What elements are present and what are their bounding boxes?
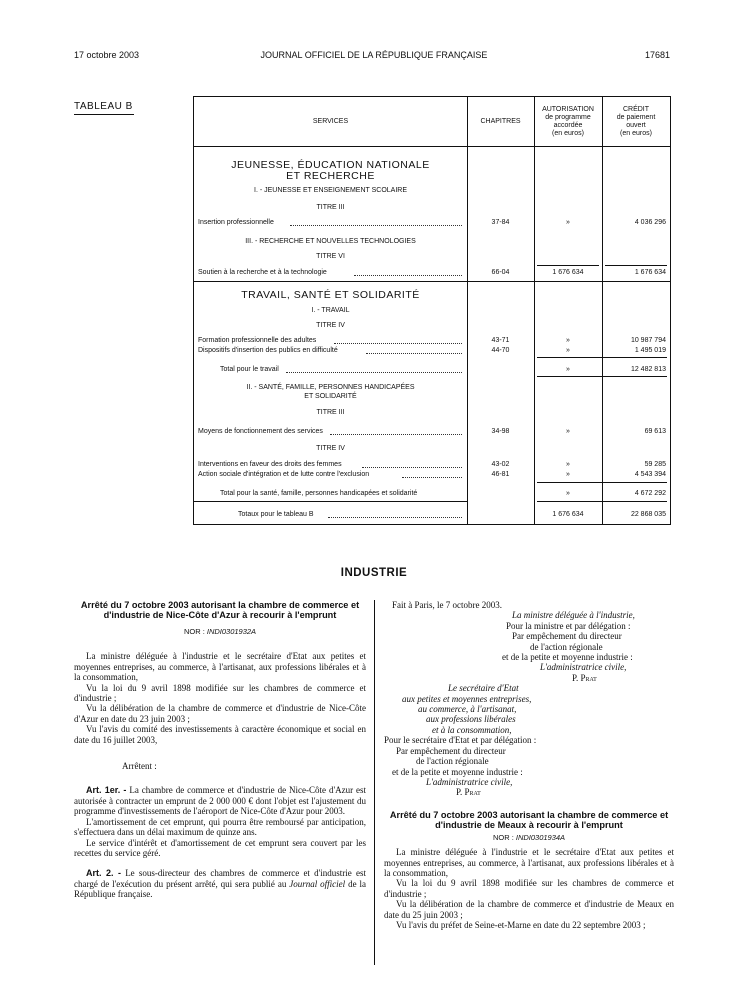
row-chapitre: 43-71 [491, 337, 510, 344]
paragraph: Vu l'avis du préfet de Seine-et-Marne en date du 22 septembre 2003 ; [396, 919, 646, 930]
row-label: Insertion professionnelle [198, 219, 274, 226]
header-journal: JOURNAL OFFICIEL DE LA RÉPUBLIQUE FRANÇAISE [260, 50, 488, 60]
header-chapitres: CHAPITRES [480, 118, 521, 125]
arrete-title: Arrêté du 7 octobre 2003 autorisant la chambre de commerce et d'industrie de Nice-Côte d'Azur à recourir à l'emprunt [80, 600, 360, 620]
signature-line: Pour la ministre et par délégation : [506, 620, 631, 631]
signature-line: aux professions libérales [426, 714, 516, 725]
header-services: SERVICES [312, 118, 349, 125]
signature-line: et à la consommation, [432, 724, 512, 735]
right-column [384, 600, 674, 930]
row-credit: 59 285 [644, 461, 666, 468]
fait-a-paris: Fait à Paris, le 7 octobre 2003. [392, 600, 502, 610]
dot-leader [328, 517, 462, 518]
dot-leader [330, 434, 462, 435]
article-label: Art. 1er. - [86, 785, 127, 796]
row-autorisation: 1 676 634 [552, 269, 584, 276]
paragraph: Vu la délibération de la chambre de commerce et d'industrie de Nice-Côte d'Azur en date du 23 juin 2003 ; [74, 703, 366, 724]
row-label: Formation professionnelle des adultes [198, 337, 317, 344]
left-column [74, 600, 366, 900]
section-title-line: JEUNESSE, ÉDUCATION NATIONALE [231, 159, 430, 171]
row-credit: 1 495 019 [634, 347, 666, 354]
row-autorisation: » [566, 366, 570, 373]
total-line [537, 357, 667, 358]
header-credit [602, 106, 670, 138]
signature-line: de l'action régionale [416, 756, 489, 767]
article-text: La chambre de commerce et d'industrie de Nice-Côte d'Azur est autorisée à contracter un emprunt de 2 000 000 € dont l'objet est l'ajustement du programme d'investissements de l'aéroport de Nice-Côte d'Azur pour 2003. [74, 785, 367, 817]
tableau-underline [74, 114, 134, 115]
row-autorisation: 1 676 634 [552, 511, 584, 518]
row-credit: 69 613 [644, 428, 666, 435]
signature-name: P. Prat [456, 787, 481, 798]
titre-label: TITRE IV [316, 322, 345, 329]
row-label: Total pour la santé, famille, personnes handicapées et solidarité [220, 490, 418, 497]
row-credit: 12 482 813 [630, 366, 666, 373]
row-credit: 1 676 634 [634, 269, 666, 276]
titre-label: TITRE VI [316, 253, 345, 260]
header-autorisation-line: accordée [553, 122, 583, 129]
row-label: Dispositifs d'insertion des publics en difficulté [198, 347, 338, 354]
paragraph: Vu la délibération de la chambre de commerce et d'industrie de Meaux en date du 25 juin 2003 ; [384, 899, 674, 920]
dot-leader [334, 343, 462, 344]
header-separator [194, 146, 670, 147]
header-autorisation-line: de programme [545, 114, 591, 121]
article-2 [74, 868, 366, 899]
signature-line: et de la petite et moyenne industrie : [502, 652, 633, 663]
signature-line: et de la petite et moyenne industrie : [392, 766, 523, 777]
dot-leader [290, 225, 462, 226]
subsection-sante [194, 383, 467, 401]
nor-code: INDI0301932A [206, 627, 257, 636]
paragraph: Vu la loi du 9 avril 1898 modifiée sur les chambres de commerce et d'industrie ; [384, 878, 674, 899]
total-line [537, 376, 667, 377]
titre-label: TITRE IV [316, 445, 345, 452]
total-line [537, 482, 667, 483]
paragraph: La ministre déléguée à l'industrie et le secrétaire d'Etat aux petites et moyennes entreprises, au commerce, à l'artisanat, aux professions libérales et à la consommation, [74, 651, 366, 683]
row-autorisation: » [566, 347, 570, 354]
dot-leader [354, 275, 462, 276]
nor-line [74, 626, 366, 637]
header-credit-line: CRÉDIT [622, 106, 650, 113]
row-chapitre: 44-70 [491, 347, 510, 354]
nor-code: INDI0301934A [515, 832, 566, 842]
row-label: Total pour le travail [220, 366, 279, 373]
paragraph: L'amortissement de cet emprunt, qui pourra être remboursé par anticipation, s'effectuera dans un délai maximum de quinze ans. [74, 816, 366, 838]
row-chapitre: 66-04 [491, 269, 510, 276]
underline-autorisation [537, 265, 599, 266]
paragraph: Vu l'avis du comité des investissements à caractère économique et social en date du 16 juillet 2003, [74, 724, 366, 745]
article-1 [74, 785, 366, 816]
row-autorisation: » [566, 219, 570, 226]
signature-line: de l'action régionale [530, 641, 603, 652]
titre-label: TITRE III [316, 409, 345, 416]
row-label: Soutien à la recherche et à la technologie [198, 269, 327, 276]
dot-leader [286, 372, 462, 373]
article-text: de la République française. [74, 878, 366, 900]
nor-line [384, 832, 674, 843]
header-credit-line: (en euros) [620, 130, 652, 137]
row-autorisation: » [566, 471, 570, 478]
signature-line: Par empêchement du directeur [396, 745, 506, 756]
signature-line: La ministre déléguée à l'industrie, [512, 610, 635, 621]
row-autorisation: » [566, 490, 570, 497]
row-chapitre: 37-84 [491, 219, 510, 226]
paragraph: Le service d'intérêt et d'amortissement de cet emprunt sera couvert par les recettes du service géré. [74, 837, 366, 858]
row-credit: 4 543 394 [634, 471, 666, 478]
nor-label: NOR : [183, 627, 207, 636]
tableau-label: TABLEAU B [74, 101, 133, 112]
paragraph: Vu la loi du 9 avril 1898 modifiée sur les chambres de commerce et d'industrie ; [74, 682, 366, 704]
subsection-travail-1: I. - TRAVAIL [311, 307, 350, 314]
row-credit: 4 036 296 [634, 219, 666, 226]
row-credit: 22 868 035 [630, 511, 666, 518]
row-label: Totaux pour le tableau B [238, 511, 314, 518]
dot-leader [366, 353, 462, 354]
nor-label: NOR : [492, 832, 516, 842]
row-credit: 10 987 794 [630, 337, 666, 344]
signature-line: au commerce, à l'artisanat, [418, 704, 517, 715]
dot-leader [402, 477, 462, 478]
row-chapitre: 46-81 [491, 471, 510, 478]
article-label: Art. 2. - [86, 868, 121, 879]
row-autorisation: » [566, 461, 570, 468]
arretent: Arrêtent : [122, 761, 157, 772]
header-autorisation [534, 106, 602, 138]
subsection-jeunesse-1: I. - JEUNESSE ET ENSEIGNEMENT SCOLAIRE [254, 187, 407, 194]
tableau-b-table [193, 96, 671, 525]
journal-officiel-ref: Journal officiel [289, 878, 346, 889]
signature-name: P. Prat [572, 672, 597, 683]
subsection-line: II. - SANTÉ, FAMILLE, PERSONNES HANDICAPÉES [246, 384, 415, 391]
subsection-jeunesse-3: III. - RECHERCHE ET NOUVELLES TECHNOLOGIES [245, 238, 416, 245]
arrete-title: Arrêté du 7 octobre 2003 autorisant la chambre de commerce et d'industrie de Meaux à recourir à l'emprunt [389, 809, 669, 830]
header-date: 17 octobre 2003 [74, 50, 140, 60]
signature-line: Pour le secrétaire d'Etat et par délégation : [384, 735, 537, 746]
subsection-line: ET SOLIDARITÉ [304, 393, 357, 400]
row-label: Interventions en faveur des droits des femmes [198, 461, 342, 468]
signature-line: Par empêchement du directeur [512, 631, 622, 642]
section-separator [194, 281, 670, 282]
row-credit: 4 672 292 [634, 490, 666, 497]
row-label: Action sociale d'intégration et de lutte contre l'exclusion [198, 471, 370, 478]
header-credit-line: de paiement [616, 114, 656, 121]
signature-line: aux petites et moyennes entreprises, [402, 693, 532, 704]
header-credit-line: ouvert [626, 122, 646, 129]
section-jeunesse-title [194, 160, 467, 182]
row-label: Moyens de fonctionnement des services [198, 428, 323, 435]
section-title-line: ET RECHERCHE [286, 170, 375, 182]
underline-credit [605, 265, 667, 266]
article-text: Le sous-directeur des chambres de commerce et d'industrie est chargé de l'exécution du présent arrêté, qui sera publié au [74, 868, 366, 889]
column-divider [374, 600, 375, 965]
section-heading-industrie: INDUSTRIE [340, 567, 408, 579]
header-autorisation-line: AUTORISATION [542, 106, 594, 113]
paragraph: La ministre déléguée à l'industrie et le secrétaire d'Etat aux petites et moyennes entreprises, au commerce, à l'artisanat, aux professions libérales et à la consommation, [384, 847, 674, 878]
signature-line: L'administratrice civile, [426, 776, 513, 787]
titre-label: TITRE III [316, 204, 345, 211]
row-autorisation: » [566, 337, 570, 344]
row-autorisation: » [566, 428, 570, 435]
row-chapitre: 43-02 [491, 461, 510, 468]
signature-line: Le secrétaire d'Etat [448, 683, 519, 694]
total-line [537, 501, 667, 502]
header-page-number: 17681 [644, 50, 670, 60]
section-travail-title: TRAVAIL, SANTÉ ET SOLIDARITÉ [241, 289, 420, 301]
header-autorisation-line: (en euros) [552, 130, 584, 137]
row-chapitre: 34-98 [491, 428, 510, 435]
dot-leader [362, 467, 462, 468]
total-line [194, 501, 467, 502]
signature-line: L'administratrice civile, [540, 662, 627, 673]
